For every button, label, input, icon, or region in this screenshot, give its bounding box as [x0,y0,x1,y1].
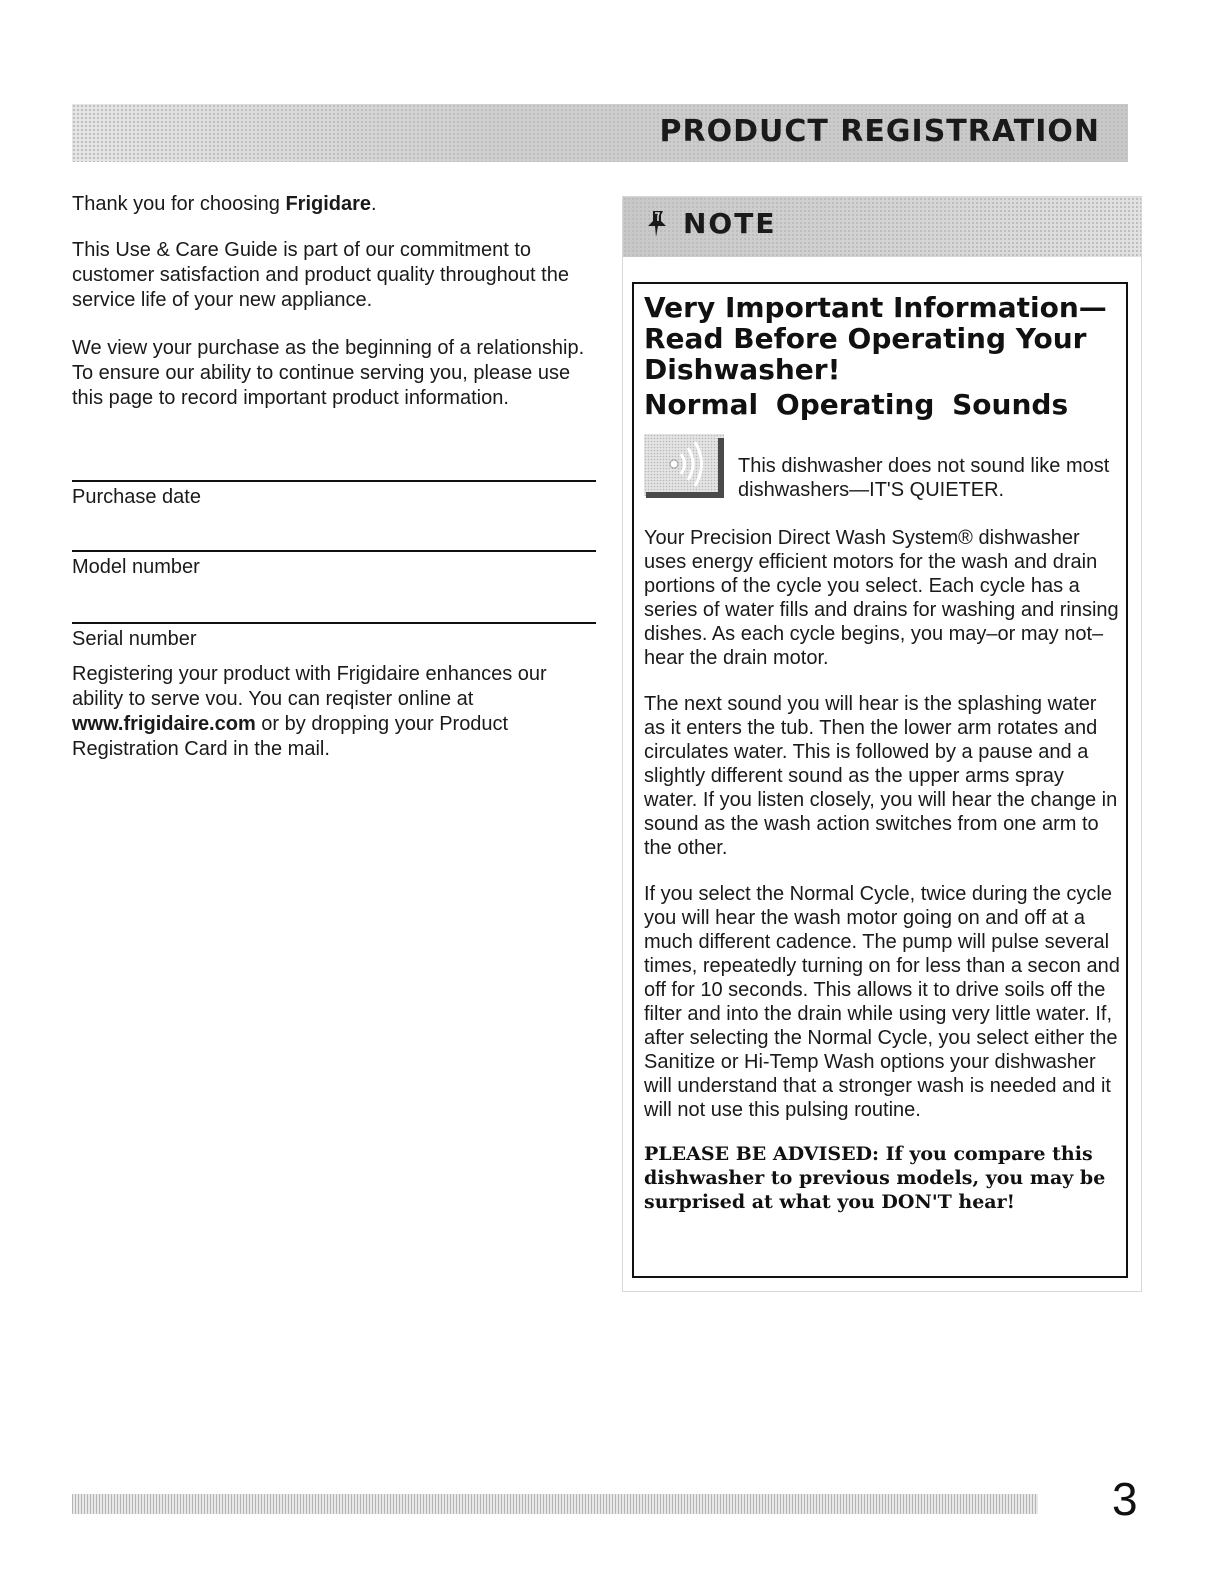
page-title: PRODUCT REGISTRATION [659,114,1100,149]
purchase-date-field[interactable] [72,480,596,509]
register-paragraph [72,662,602,762]
note-content-box [632,282,1128,1278]
note-heading: Very Important Information— Read Before Operating Your Dishwasher! [644,291,1107,386]
brand-name: Frigidare [285,193,372,215]
note-paragraph-1: Your Precision Direct Wash System® dishwasher uses energy efficient motors for the wash and drain portions of the cycle you select. Each cycle has a series of water fills and drains for washing and rinsing dishes. As each cycle begins, you may–or may not– hear the drain motor. [644,527,1119,669]
register-link[interactable]: www.frigidaire.com [72,713,256,735]
header-banner [72,104,1128,162]
note-label: NOTE [683,207,777,240]
note-paragraph-2: The next sound you will hear is the splashing water as it enters the tub. Then the lower arm rotates and circulates water. This is followed by a pause and a slightly different sound as the upper arms spray water. If you listen closely, you will hear the change in sound as the wash action switches from one arm to the other. [644,693,1118,859]
register-suffix: or by dropping your Product Registration Card in the mail. [72,713,509,760]
serial-number-field[interactable] [72,622,596,651]
thanks-prefix: Thank you for choosing [72,193,286,215]
serial-number-label: Serial number [72,628,197,650]
thanks-paragraph [72,192,596,217]
note-subheading: Normal Operating Sounds [644,388,1069,421]
footer-bar [72,1494,1038,1514]
model-number-label: Model number [72,556,200,578]
advisory-text: PLEASE BE ADVISED: If you compare this dishwasher to previous models, you may be surprised at what you DON'T hear! [644,1143,1106,1213]
model-number-field[interactable] [72,550,596,579]
page-number: 3 [1112,1473,1138,1525]
register-prefix: Registering your product with Frigidaire enhances our ability to serve vou. You can reqister online at [72,663,547,710]
sound-waves-icon [644,434,724,500]
pushpin-icon [647,209,671,239]
purchase-date-label: Purchase date [72,486,201,508]
relationship-paragraph: We view your purchase as the beginning of a relationship. To ensure our ability to continue serving you, please use this page to record important product information. [72,337,585,409]
thanks-suffix: . [371,193,377,215]
note-header [623,197,1141,257]
quiet-statement: This dishwasher does not sound like most dishwashers—IT'S QUIETER. [738,455,1110,501]
note-paragraph-3: If you select the Normal Cycle, twice during the cycle you will hear the wash motor going on and off at a much different cadence. The pump will pulse several times, repeatedly turning on for less than a secon and off for 10 seconds. This allows it to drive soils off the filter and into the drain while using very little water. If, after selecting the Normal Cycle, you select either the Sanitize or Hi-Temp Wash options your dishwasher will understand that a stronger wash is needed and it will not use this pulsing routine. [644,883,1120,1121]
guide-paragraph: This Use & Care Guide is part of our commitment to customer satisfaction and product quality throughout the service life of your new appliance. [72,239,569,311]
